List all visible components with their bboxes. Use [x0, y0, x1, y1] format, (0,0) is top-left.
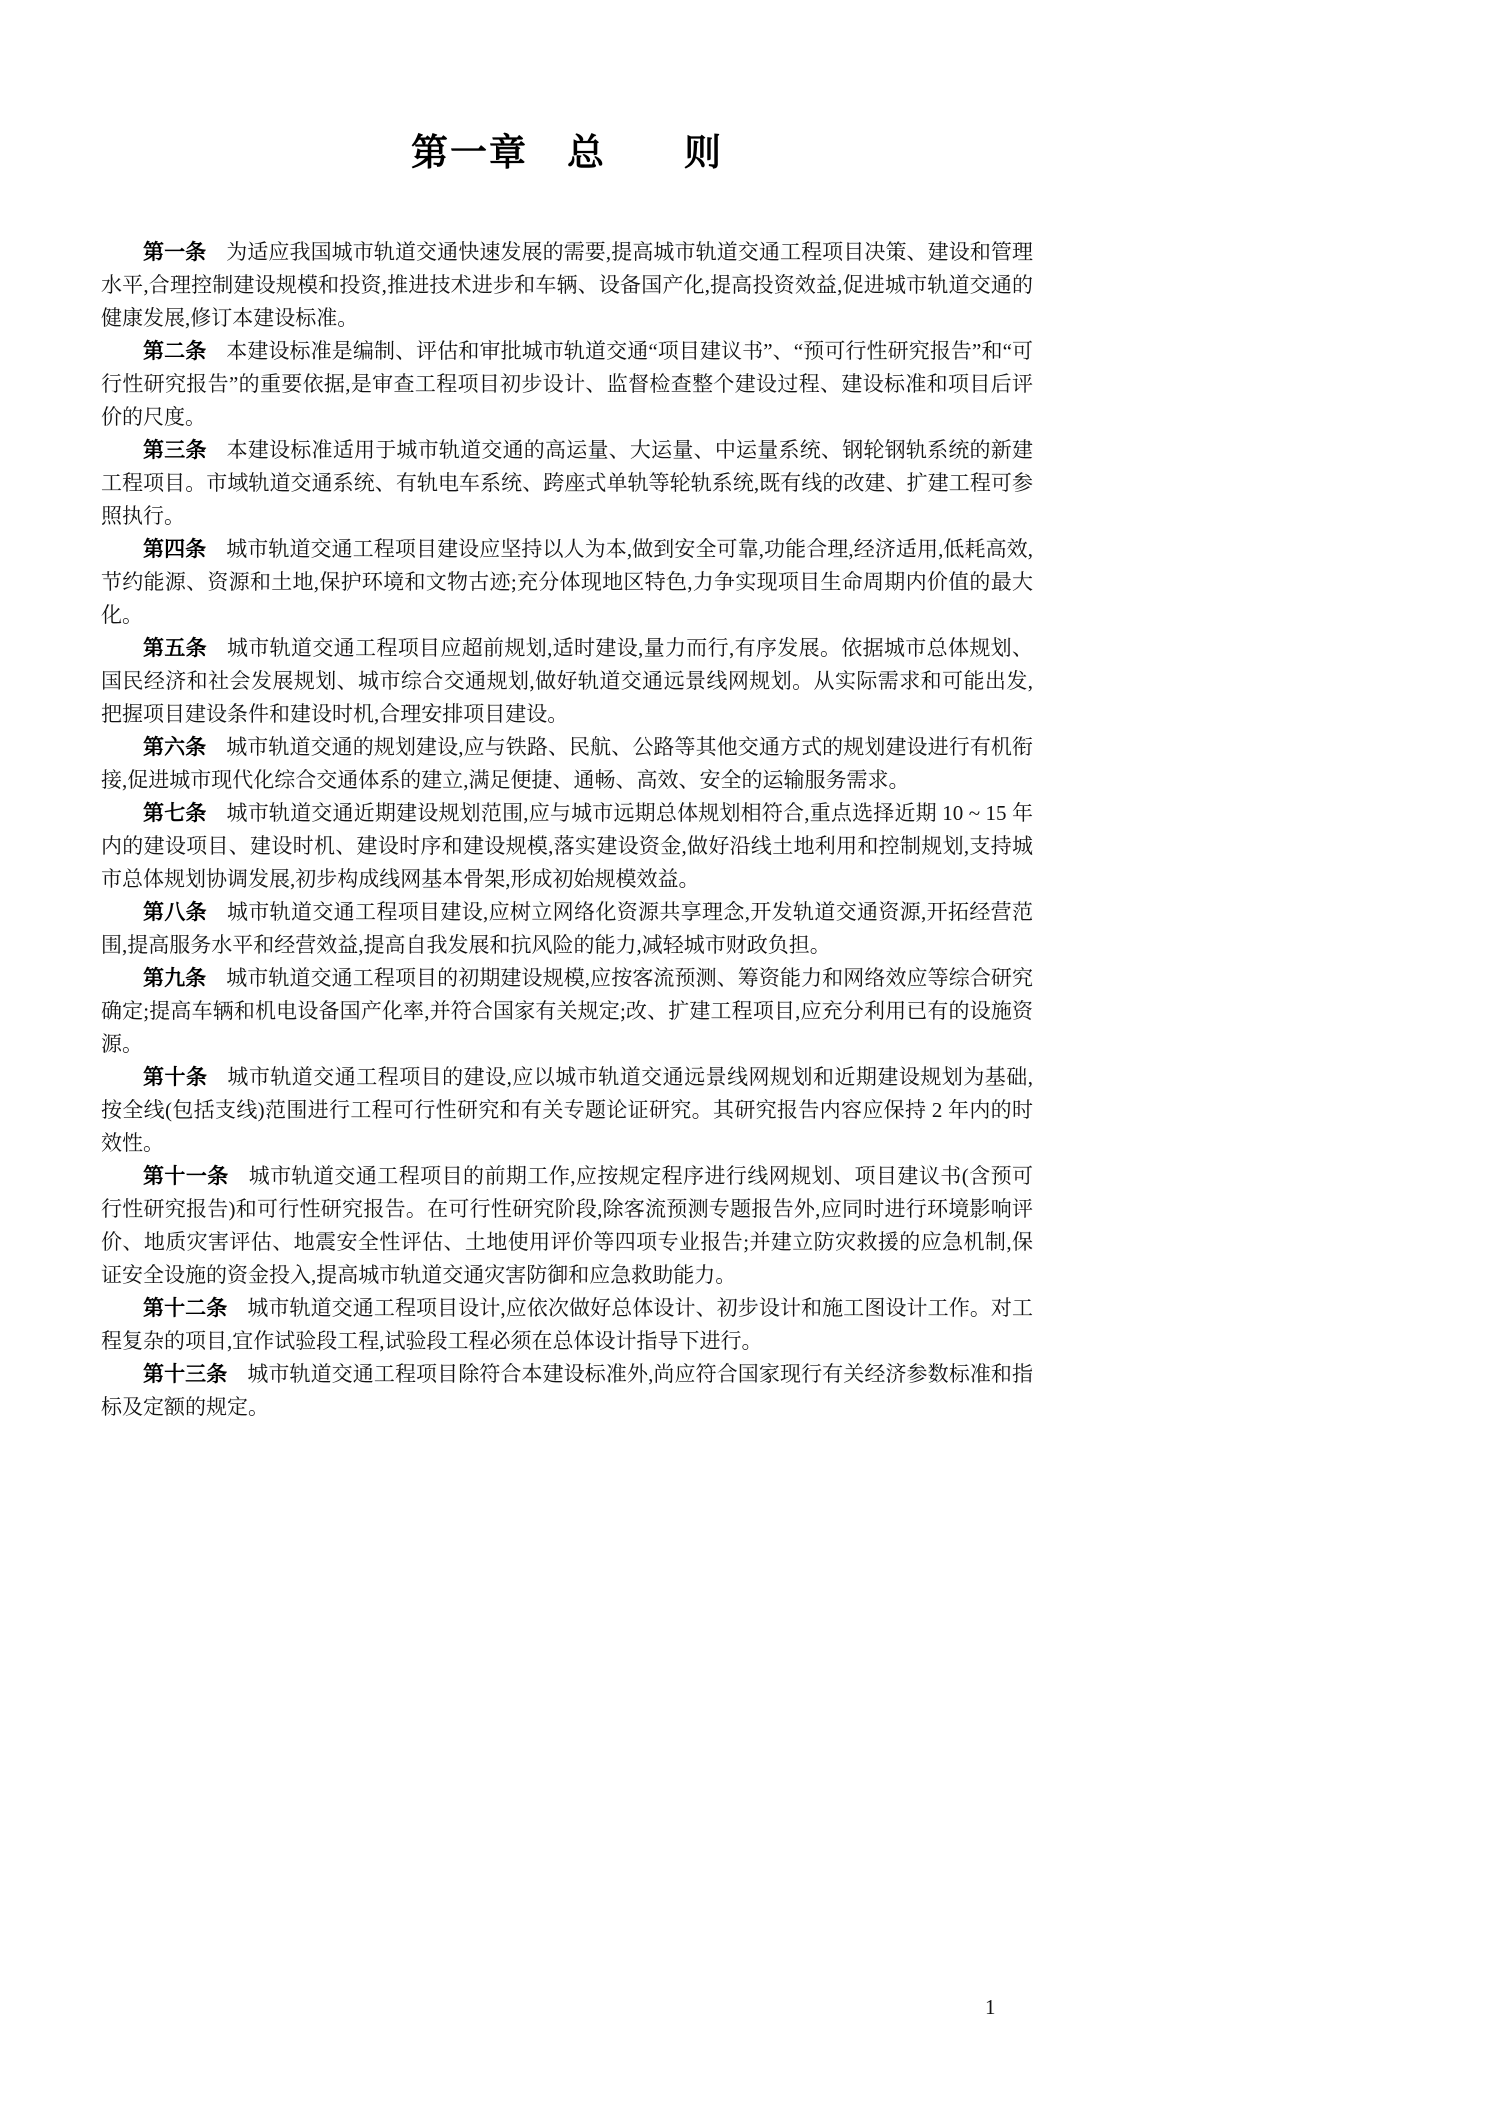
article-text-7: 城市轨道交通近期建设规划范围,应与城市远期总体规划相符合,重点选择近期 10 ~ 15 年内的建设项目、建设时机、建设时序和建设规模,落实建设资金,做好沿线土地利用和控制规划,支持城市总体规划协调发展,初步构成线网基本骨架,形成初始规模效益。	[101, 801, 1034, 891]
article-paragraph-4	[101, 533, 1033, 632]
article-paragraph-10	[101, 1061, 1033, 1160]
article-paragraph-12	[101, 1292, 1033, 1358]
article-paragraph-9	[101, 962, 1033, 1061]
article-label-8: 第八条	[143, 901, 208, 924]
article-label-10: 第十条	[143, 1066, 208, 1089]
article-paragraph-3	[101, 434, 1033, 533]
page-number: 1	[985, 1995, 996, 2019]
article-text-12: 城市轨道交通工程项目设计,应依次做好总体设计、初步设计和施工图设计工作。对工程复杂的项目,宜作试验段工程,试验段工程必须在总体设计指导下进行。	[101, 1296, 1033, 1353]
article-text-8: 城市轨道交通工程项目建设,应树立网络化资源共享理念,开发轨道交通资源,开拓经营范围,提高服务水平和经营效益,提高自我发展和抗风险的能力,减轻城市财政负担。	[101, 900, 1034, 957]
article-label-12: 第十二条	[143, 1297, 228, 1320]
article-paragraph-13	[101, 1358, 1033, 1424]
article-paragraph-2	[101, 335, 1033, 434]
article-paragraph-1	[101, 236, 1033, 335]
article-label-7: 第七条	[143, 802, 207, 825]
article-text-11: 城市轨道交通工程项目的前期工作,应按规定程序进行线网规划、项目建议书(含预可行性研究报告)和可行性研究报告。在可行性研究阶段,除客流预测专题报告外,应同时进行环境影响评价、地质灾害评估、地震安全性评估、土地使用评价等四项专业报告;并建立防灾救援的应急机制,保证安全设施的资金投入,提高城市轨道交通灾害防御和应急救助能力。	[101, 1164, 1034, 1287]
article-label-6: 第六条	[143, 736, 207, 759]
article-label-3: 第三条	[143, 439, 207, 462]
article-label-13: 第十三条	[143, 1363, 228, 1386]
article-text-2: 本建设标准是编制、评估和审批城市轨道交通“项目建议书”、“预可行性研究报告”和“可行性研究报告”的重要依据,是审查工程项目初步设计、监督检查整个建设过程、建设标准和项目后评价的尺度。	[101, 339, 1033, 429]
article-label-1: 第一条	[143, 241, 207, 264]
article-paragraph-7	[101, 797, 1033, 896]
article-paragraph-5	[101, 632, 1033, 731]
article-text-5: 城市轨道交通工程项目应超前规划,适时建设,量力而行,有序发展。依据城市总体规划、国民经济和社会发展规划、城市综合交通规划,做好轨道交通远景线网规划。从实际需求和可能出发,把握项目建设条件和建设时机,合理安排项目建设。	[101, 636, 1034, 726]
article-text-6: 城市轨道交通的规划建设,应与铁路、民航、公路等其他交通方式的规划建设进行有机衔接,促进城市现代化综合交通体系的建立,满足便捷、通畅、高效、安全的运输服务需求。	[101, 735, 1033, 792]
document-content	[101, 122, 1033, 1424]
article-label-9: 第九条	[143, 967, 207, 990]
article-paragraph-11	[101, 1160, 1033, 1292]
article-text-13: 城市轨道交通工程项目除符合本建设标准外,尚应符合国家现行有关经济参数标准和指标及定额的规定。	[101, 1362, 1033, 1419]
article-paragraph-6	[101, 731, 1033, 797]
article-text-4: 城市轨道交通工程项目建设应坚持以人为本,做到安全可靠,功能合理,经济适用,低耗高效,节约能源、资源和土地,保护环境和文物古迹;充分体现地区特色,力争实现项目生命周期内价值的最大化。	[101, 537, 1034, 627]
article-label-11: 第十一条	[143, 1165, 229, 1188]
chapter-title: 第一章 总 则	[411, 132, 723, 173]
article-text-9: 城市轨道交通工程项目的初期建设规模,应按客流预测、筹资能力和网络效应等综合研究确定;提高车辆和机电设备国产化率,并符合国家有关规定;改、扩建工程项目,应充分利用已有的设施资源。	[101, 966, 1033, 1056]
article-label-2: 第二条	[143, 340, 207, 363]
article-label-5: 第五条	[143, 637, 208, 660]
article-paragraph-8	[101, 896, 1033, 962]
article-text-1: 为适应我国城市轨道交通快速发展的需要,提高城市轨道交通工程项目决策、建设和管理水平,合理控制建设规模和投资,推进技术进步和车辆、设备国产化,提高投资效益,促进城市轨道交通的健康发展,修订本建设标准。	[101, 240, 1033, 330]
article-text-10: 城市轨道交通工程项目的建设,应以城市轨道交通远景线网规划和近期建设规划为基础,按全线(包括支线)范围进行工程可行性研究和有关专题论证研究。其研究报告内容应保持 2 年内的时效性。	[101, 1065, 1034, 1155]
article-text-3: 本建设标准适用于城市轨道交通的高运量、大运量、中运量系统、钢轮钢轨系统的新建工程项目。市域轨道交通系统、有轨电车系统、跨座式单轨等轮轨系统,既有线的改建、扩建工程可参照执行。	[101, 438, 1034, 528]
article-label-4: 第四条	[143, 538, 207, 561]
